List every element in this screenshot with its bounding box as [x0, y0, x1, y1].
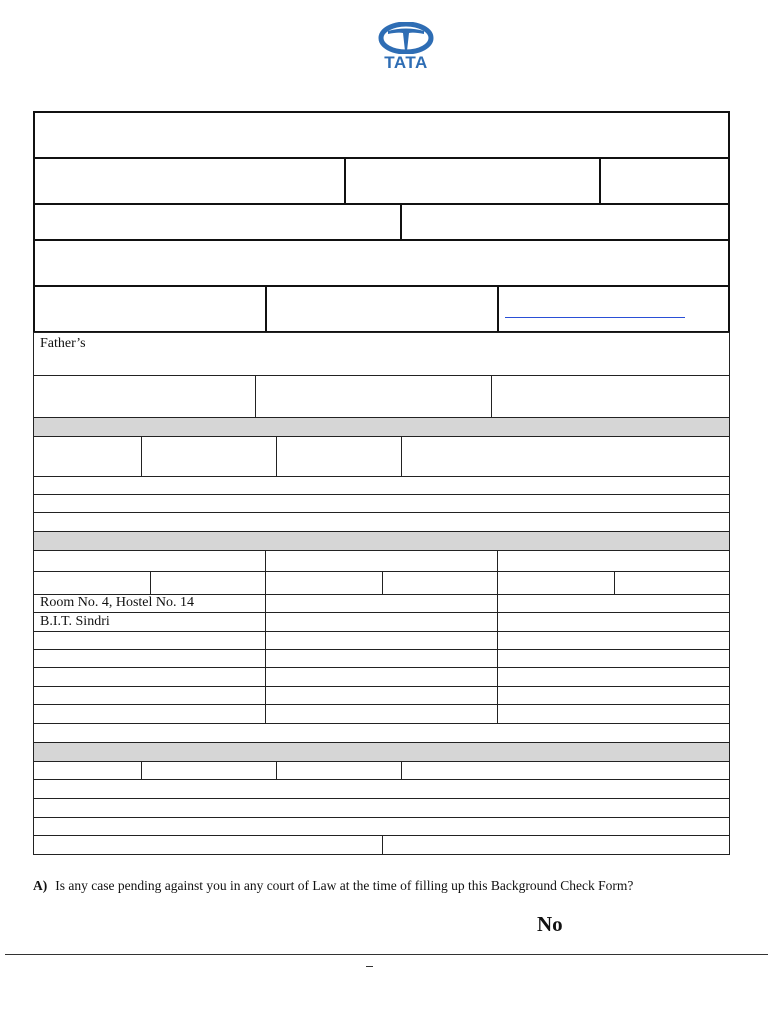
- section-header-1: [33, 417, 730, 437]
- contact-row: [33, 285, 730, 333]
- section-3-line-3: [33, 817, 730, 836]
- footer-dash: [366, 966, 373, 967]
- section-1-cell-4[interactable]: [401, 436, 730, 477]
- detail-row: [33, 203, 730, 241]
- contact-field-1[interactable]: [33, 285, 267, 333]
- name-field[interactable]: [33, 157, 346, 205]
- wide-row: [33, 239, 730, 287]
- footer-divider: [5, 954, 768, 955]
- section-header-2: [33, 531, 730, 551]
- address-line-2: B.I.T. Sindri: [40, 614, 110, 629]
- question-label: A): [33, 878, 48, 893]
- address-row-6: [33, 686, 730, 705]
- address-row-5: [33, 667, 730, 687]
- section-1-cell-3[interactable]: [276, 436, 402, 477]
- photo-field[interactable]: [599, 157, 730, 205]
- background-check-form: [33, 111, 730, 855]
- father-detail-3[interactable]: [491, 375, 730, 418]
- detail-field-2[interactable]: [400, 203, 730, 241]
- section-3-row: [33, 761, 730, 780]
- address-header-row: [33, 550, 730, 572]
- address-row-3: [33, 631, 730, 650]
- section-3-final-row: [33, 835, 730, 855]
- contact-field-2[interactable]: [265, 285, 499, 333]
- address-line-1: Room No. 4, Hostel No. 14: [40, 595, 194, 610]
- address-header-3: [497, 550, 730, 572]
- address-row-1: [33, 594, 730, 613]
- email-field[interactable]: [497, 285, 730, 333]
- address-line-1-cell[interactable]: [33, 594, 266, 613]
- section-header-3: [33, 742, 730, 762]
- section-1-row: [33, 436, 730, 477]
- logo-wordmark: TATA: [384, 53, 428, 72]
- address-line-2-cell[interactable]: [33, 612, 266, 632]
- father-name-field[interactable]: [33, 332, 730, 376]
- father-detail-2[interactable]: [255, 375, 492, 418]
- wide-field[interactable]: [33, 239, 730, 287]
- section-1-line-2: [33, 494, 730, 513]
- address-header-1: [33, 550, 266, 572]
- father-detail-1[interactable]: [33, 375, 256, 418]
- address-row-8: [33, 723, 730, 743]
- email-link-underline[interactable]: [505, 317, 685, 318]
- address-row-2: [33, 612, 730, 632]
- form-title-row: [33, 111, 730, 159]
- section-3-line-1: [33, 779, 730, 799]
- tata-logo: [378, 22, 434, 72]
- address-row-7: [33, 704, 730, 724]
- question-a: [33, 878, 633, 894]
- section-3-line-2: [33, 798, 730, 818]
- section-1-cell-2[interactable]: [141, 436, 277, 477]
- address-header-2: [265, 550, 498, 572]
- father-detail-row: [33, 375, 730, 418]
- detail-field-1[interactable]: [33, 203, 402, 241]
- form-title-cell: [33, 111, 730, 159]
- question-text: Is any case pending against you in any court of Law at the time of filling up this Background Check Form?: [55, 878, 634, 893]
- name-row: [33, 157, 730, 205]
- address-row-4: [33, 649, 730, 668]
- father-label: Father’s: [40, 336, 86, 351]
- question-answer[interactable]: No: [537, 912, 563, 936]
- address-subheader-row: [33, 571, 730, 595]
- tata-emblem-icon: [378, 22, 434, 54]
- name-field-2[interactable]: [344, 157, 601, 205]
- section-1-line-3: [33, 512, 730, 532]
- section-1-cell-1[interactable]: [33, 436, 142, 477]
- section-1-line-1: [33, 476, 730, 495]
- father-row: [33, 332, 730, 376]
